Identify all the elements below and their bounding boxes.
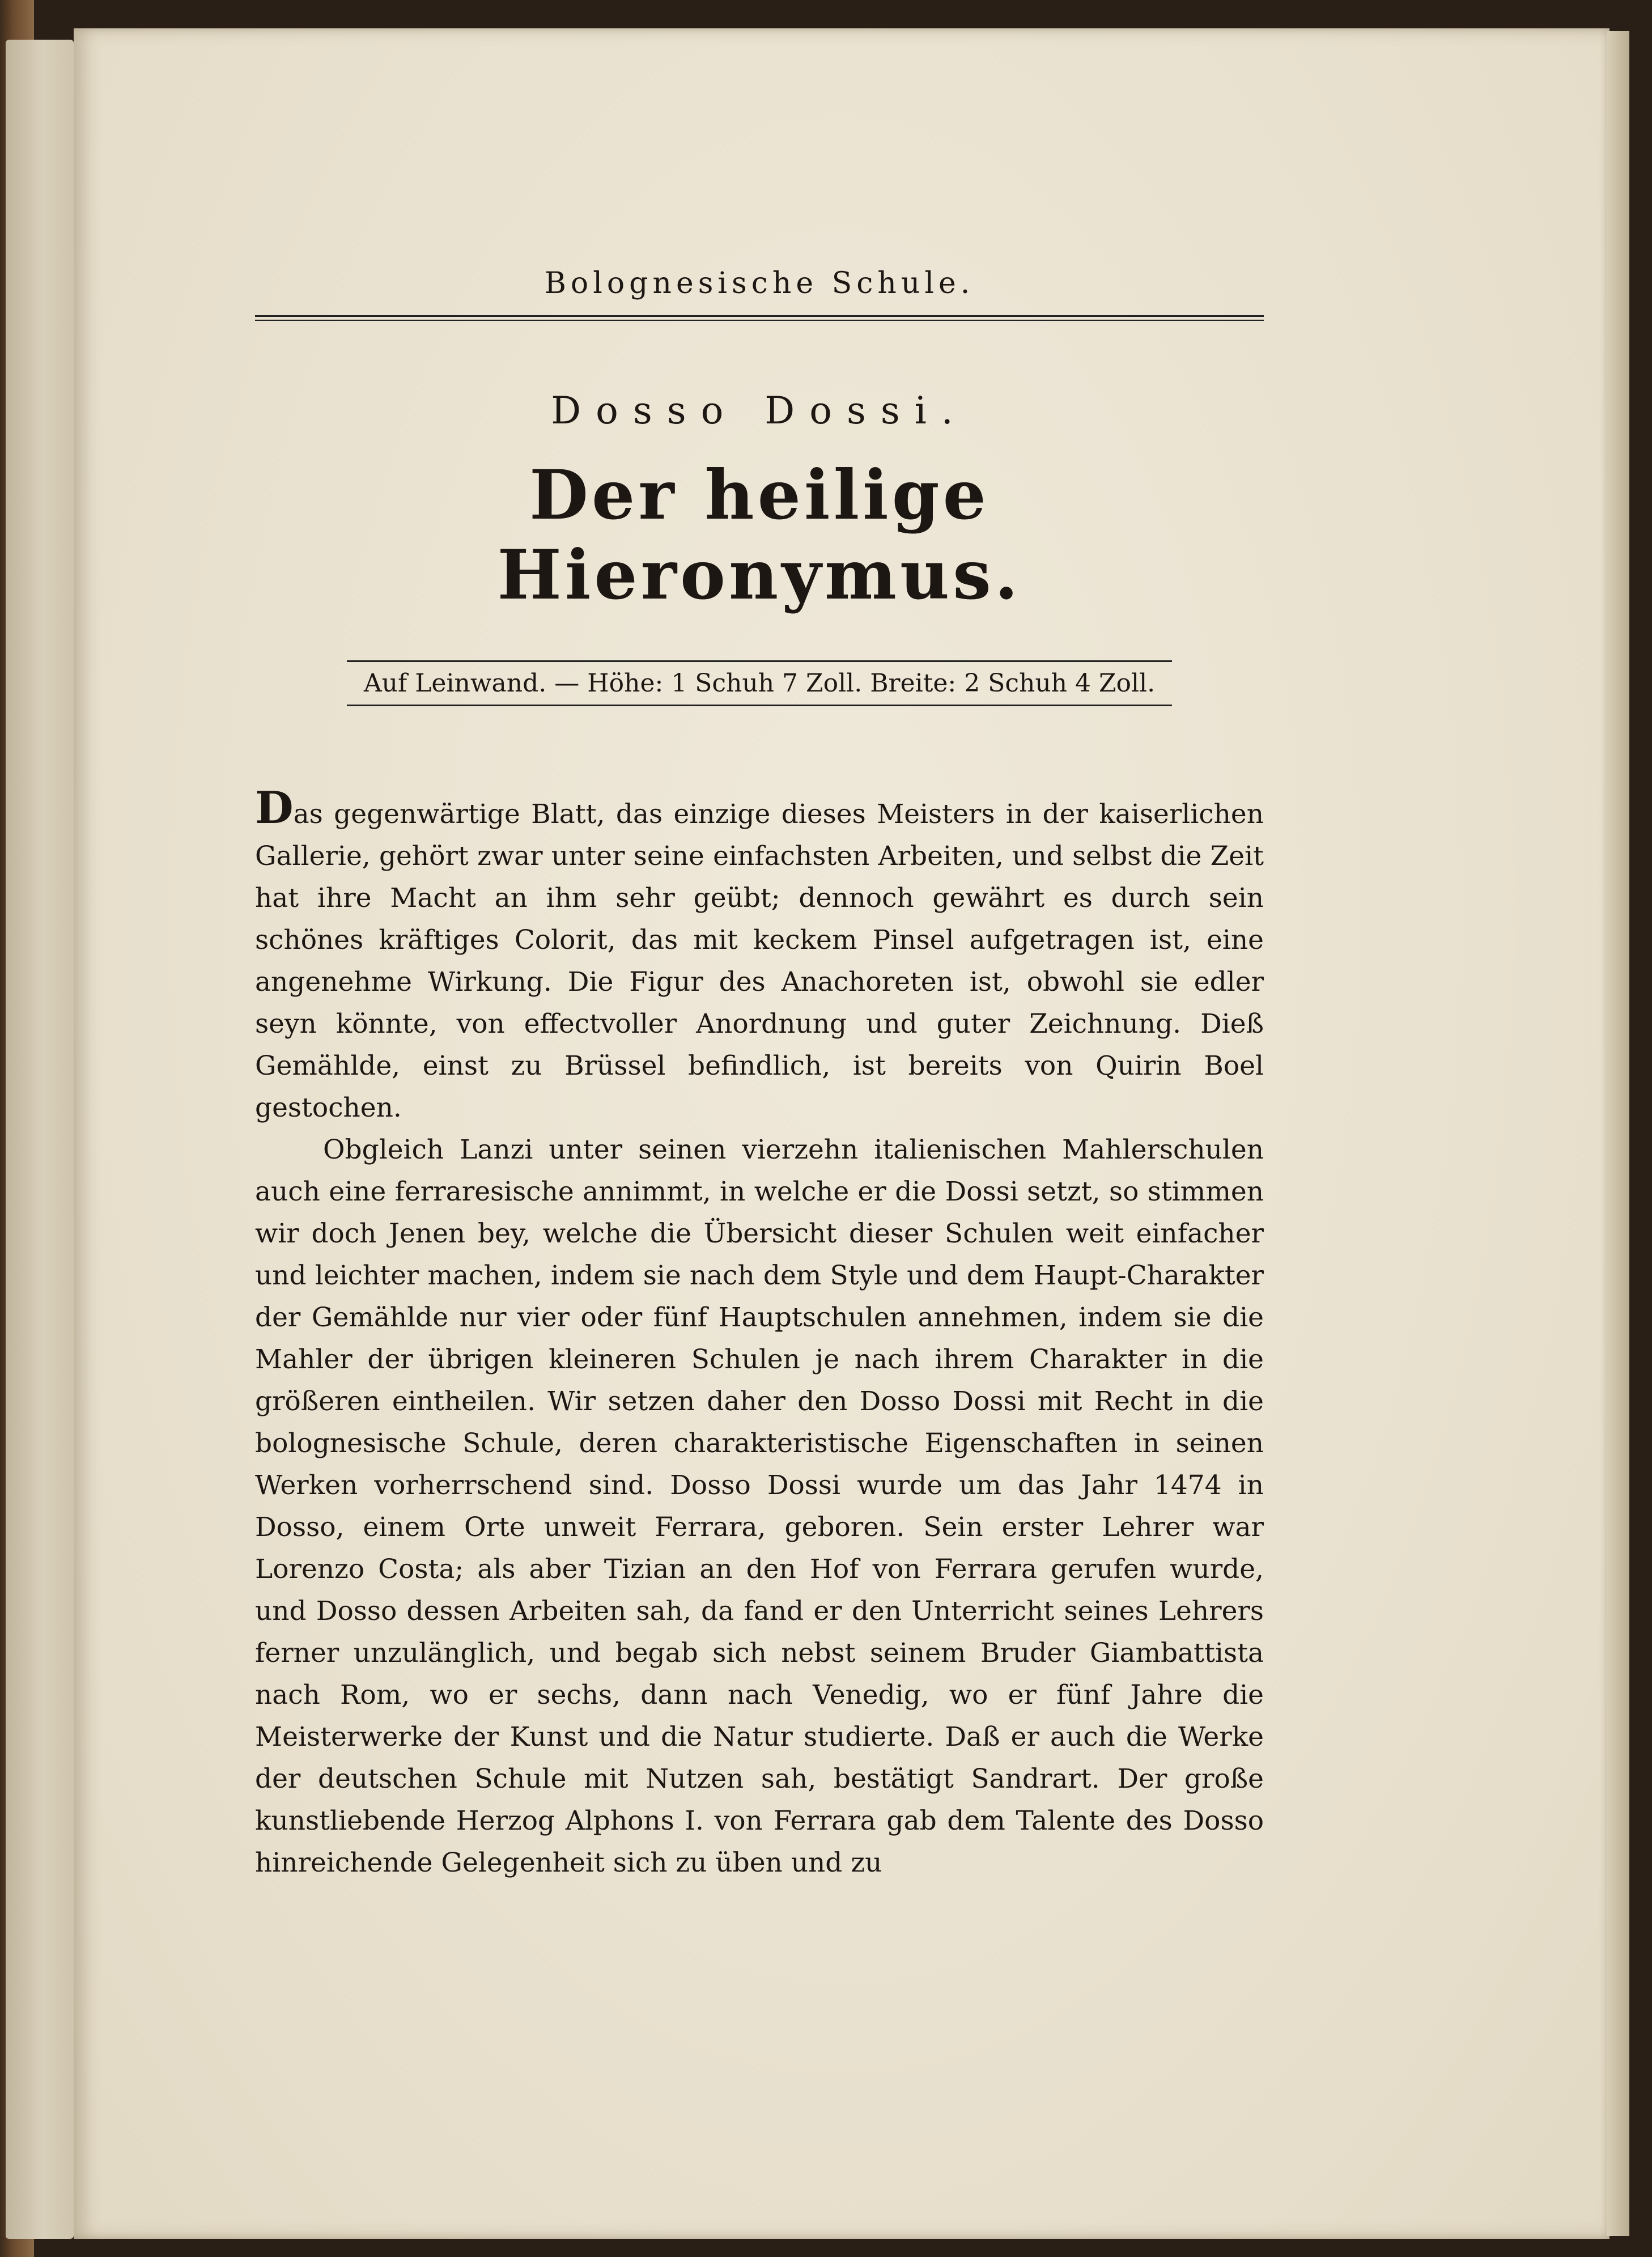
body-paragraph-1 [255,782,1264,1129]
paragraph-1-text: as gegenwärtige Blatt, das einzige dieses Meisters in der kaiserlichen Gallerie, gehört zwar unter seine einfachsten Arbeiten, und selbst die Zeit hat ihre Macht an ihm sehr geübt; dennoch gewährt es durch sein schönes kräftiges Colorit, das mit keckem Pinsel aufgetragen ist, eine angenehme Wirkung. Die Figur des Anachoreten ist, obwohl sie edler seyn könnte, von effectvoller Anordnung und guter Zeichnung. Dieß Gemählde, einst zu Brüssel befindlich, ist bereits von Quirin Boel gestochen. [255,799,1264,1123]
page-content [255,266,1264,1884]
artwork-title: Der heilige Hieronymus. [497,455,1022,615]
author-heading: Dosso Dossi. [551,389,968,432]
header-rule [255,315,1264,321]
body-paragraph-2: Obgleich Lanzi unter seinen vierzehn italienischen Mahlerschulen auch eine ferraresische annimmt, in welche er die Dossi setzt, so stimmen wir doch Jenen bey, welche die Übersicht dieser Schulen weit einfacher und leichter machen, indem sie nach dem Style und dem Haupt-Charakter der Gemählde nur vier oder fünf Hauptschulen annehmen, indem sie die Mahler der übrigen kleineren Schulen je nach ihrem Charakter in die größeren eintheilen. Wir setzen daher den Dosso Dossi mit Recht in die bolognesische Schule, deren charakteristische Eigenschaften in seinen Werken vorherrschend sind. Dosso Dossi wurde um das Jahr 1474 in Dosso, einem Orte unweit Ferrara, geboren. Sein erster Lehrer war Lorenzo Costa; als aber Tizian an den Hof von Ferrara gerufen wurde, und Dosso dessen Arbeiten sah, da fand er den Unterricht seines Lehrers ferner unzulänglich, und begab sich nebst seinem Bruder Giambattista nach Rom, wo er sechs, dann nach Venedig, wo er fünf Jahre die Meisterwerke der Kunst und die Natur studierte. Daß er auch die Werke der deutschen Schule mit Nutzen sah, bestätigt Sandrart. Der große kunstliebende Herzog Alphons I. von Ferrara gab dem Talente des Dosso hinreichende Gelegenheit sich zu üben und zu [255,1134,1264,1878]
running-head: Bolognesische Schule. [544,266,975,300]
drop-cap-initial: D [255,782,294,834]
previous-page-edge [6,40,74,2239]
dimensions-line: Auf Leinwand. — Höhe: 1 Schuh 7 Zoll. Breite: 2 Schuh 4 Zoll. [347,660,1172,706]
dimensions-block [255,660,1264,706]
page-stack-edge [1607,31,1629,2236]
